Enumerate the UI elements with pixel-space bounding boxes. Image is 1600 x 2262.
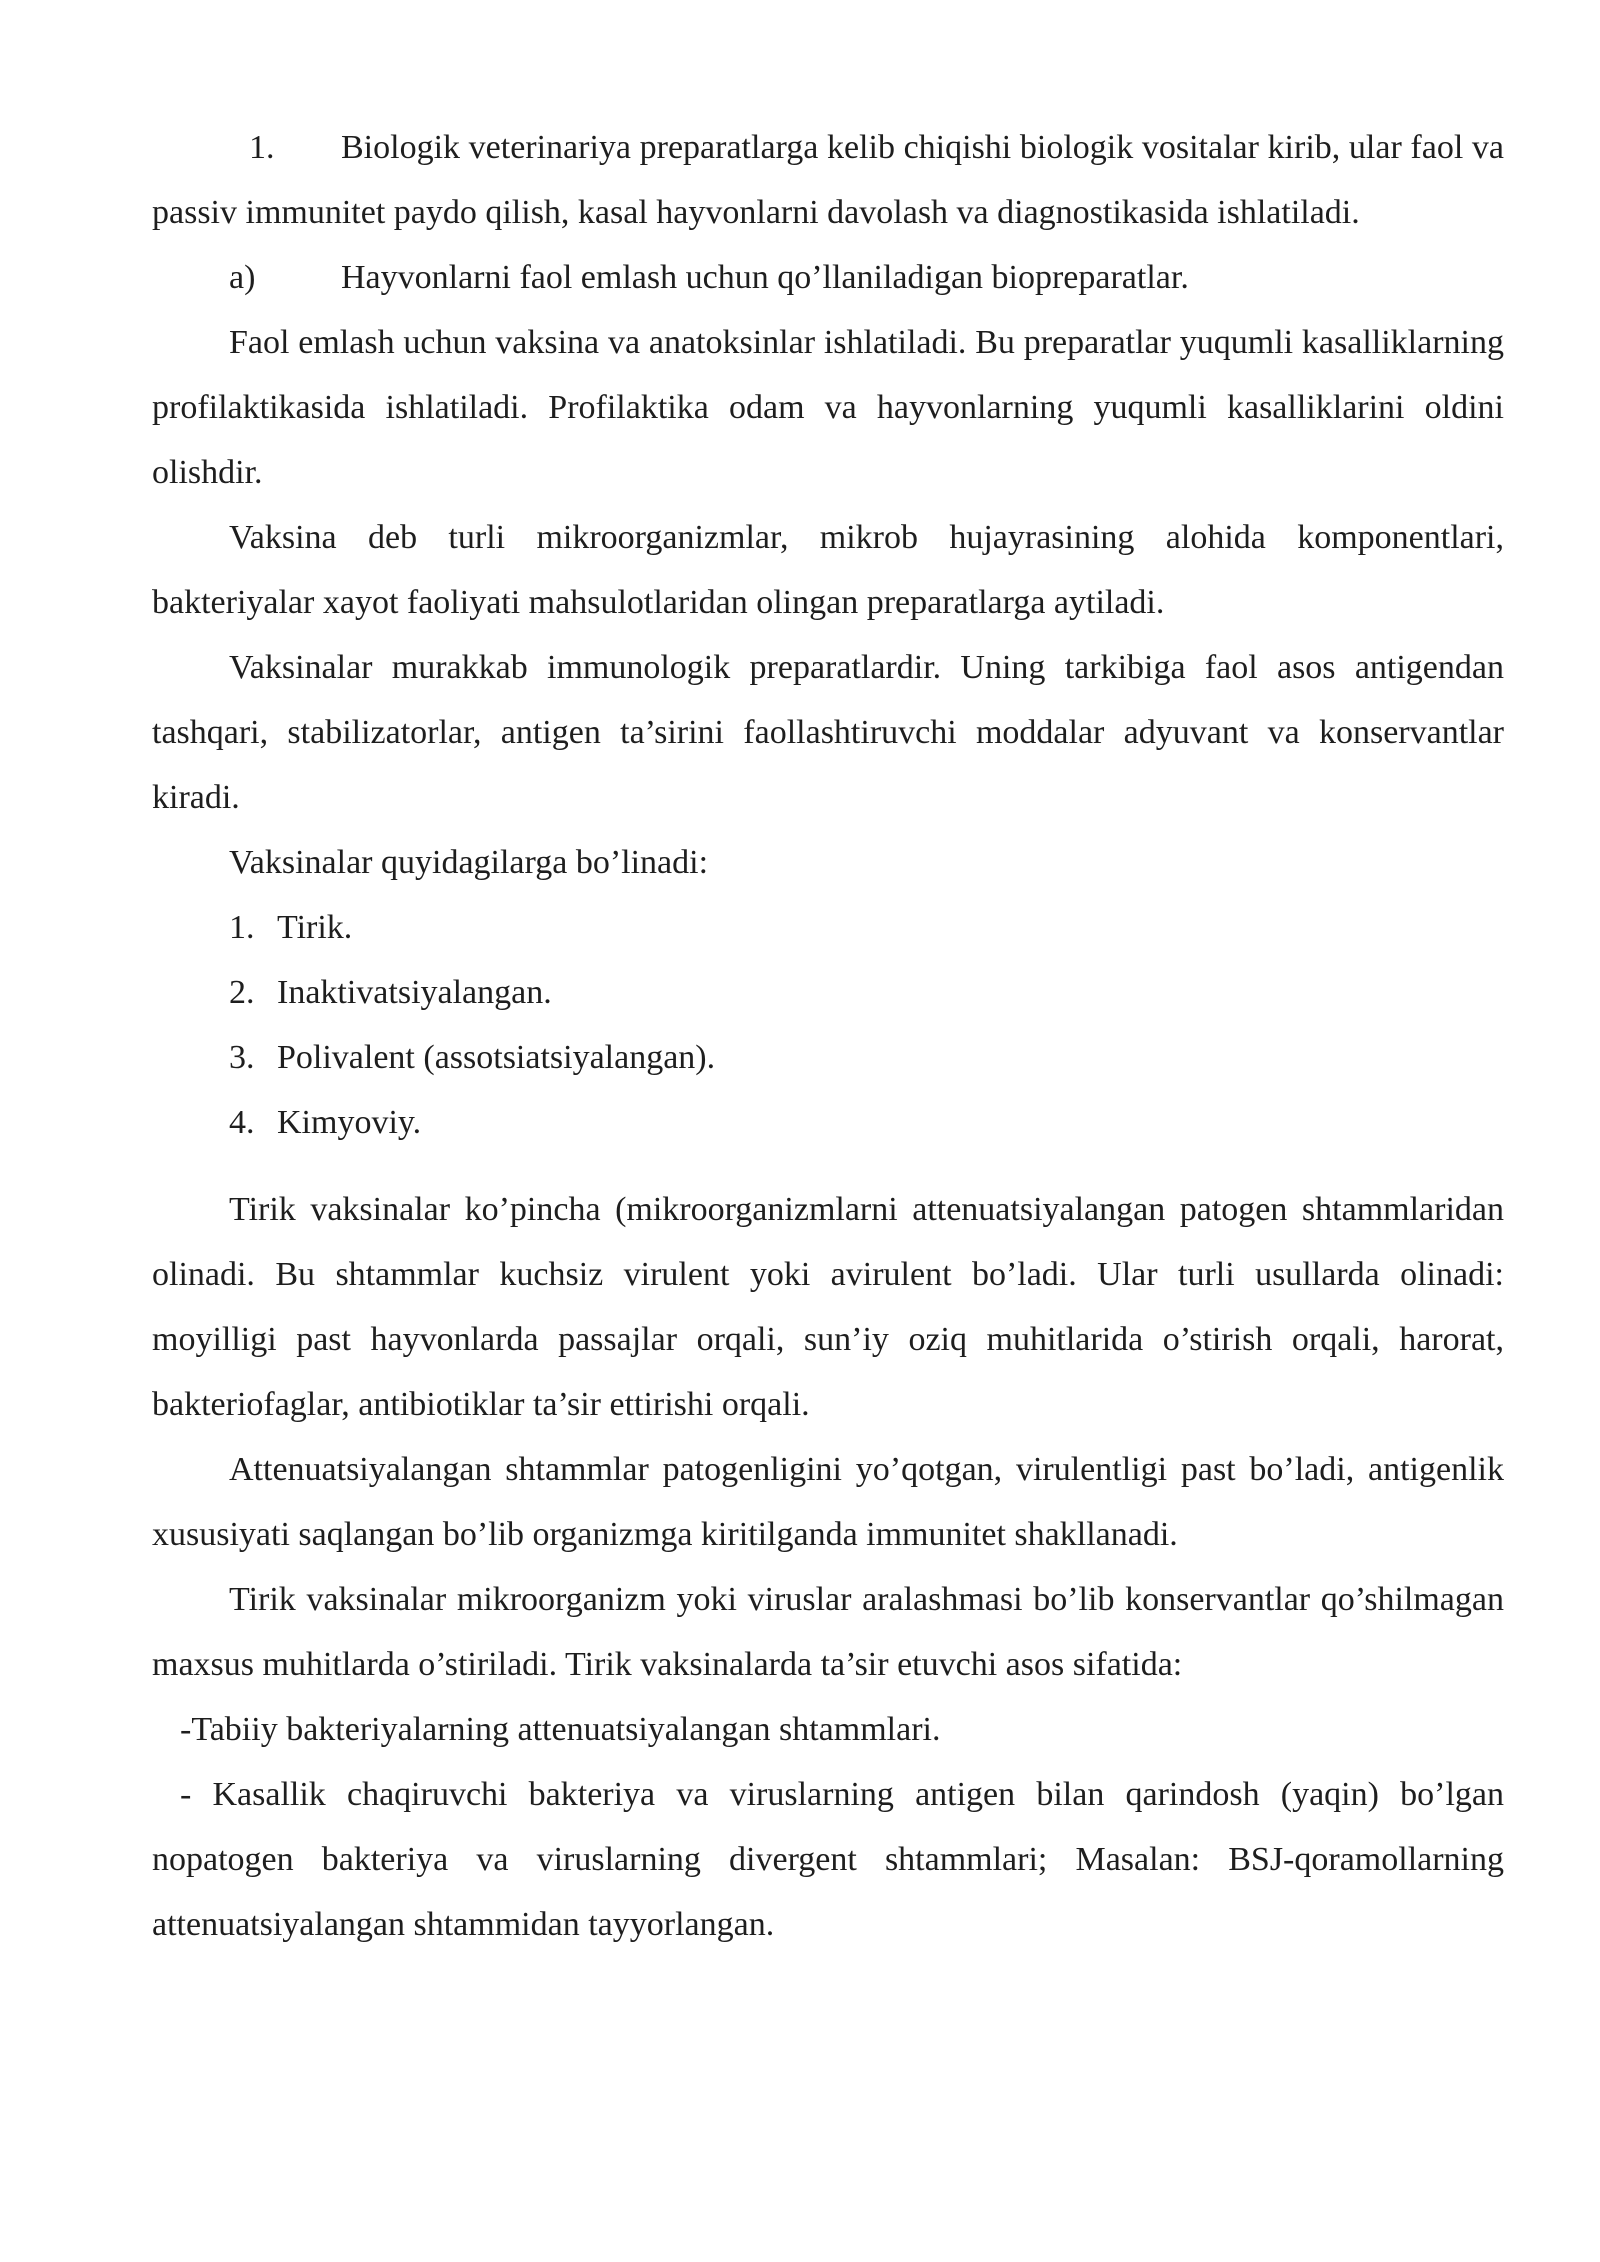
list-item bbox=[152, 895, 1504, 960]
list-item-number: 1. bbox=[229, 909, 255, 946]
sub-item-a bbox=[152, 245, 1504, 310]
list-item-label: Inaktivatsiyalangan. bbox=[277, 974, 552, 1011]
list-item bbox=[152, 1090, 1504, 1155]
list-item-number: 3. bbox=[229, 1039, 255, 1076]
document-page bbox=[152, 115, 1504, 1957]
list-item bbox=[152, 1025, 1504, 1090]
sub-item-text: Hayvonlarni faol emlash uchun qo’llaniladigan biopreparatlar. bbox=[341, 259, 1189, 296]
list-item-number: 2. bbox=[229, 974, 255, 1011]
intro-item-text: Biologik veterinariya preparatlarga kelib chiqishi biologik vositalar kirib, ular faol va passiv immunitet paydo qilish, kasal hayvonlarni davolash va diagnostikasida ishlatiladi. bbox=[152, 129, 1504, 231]
list-item bbox=[152, 960, 1504, 1025]
list-item-label: Polivalent (assotsiatsiyalangan). bbox=[277, 1039, 716, 1076]
intro-item-number: 1. bbox=[249, 129, 275, 166]
list-item-number: 4. bbox=[229, 1104, 255, 1141]
intro-numbered-paragraph bbox=[152, 115, 1504, 245]
paragraph-live-vaccine-cultivation: Tirik vaksinalar mikroorganizm yoki viruslar aralashmasi bo’lib konservantlar qo’shilmagan maxsus muhitlarda o’stiriladi. Tirik vaksinalarda ta’sir etuvchi asos sifatida: bbox=[152, 1581, 1504, 1683]
vaccine-types-list bbox=[152, 895, 1504, 1155]
paragraph-attenuated-strains: Attenuatsiyalangan shtammlar patogenligini yo’qotgan, virulentligi past bo’ladi, antigenlik xususiyati saqlangan bo’lib organizmga kiritilganda immunitet shakllanadi. bbox=[152, 1451, 1504, 1553]
dash-item-natural-strains: -Tabiiy bakteriyalarning attenuatsiyalangan shtammlari. bbox=[180, 1711, 941, 1748]
paragraph-active-immunization: Faol emlash uchun vaksina va anatoksinlar ishlatiladi. Bu preparatlar yuqumli kasalliklarning profilaktikasida ishlatiladi. Profilaktika odam va hayvonlarning yuqumli kasalliklarini oldini olishdir. bbox=[152, 324, 1504, 491]
paragraph-live-vaccines: Tirik vaksinalar ko’pincha (mikroorganizmlarni attenuatsiyalangan patogen shtammlaridan olinadi. Bu shtammlar kuchsiz virulent yoki avirulent bo’ladi. Ular turli usullarda olinadi: moyilligi past hayvonlarda passajlar orqali, sun’iy oziq muhitlarida o’stirish orqali, harorat, bakteriofaglar, antibiotiklar ta’sir ettirishi orqali. bbox=[152, 1191, 1504, 1423]
list-item-label: Kimyoviy. bbox=[277, 1104, 422, 1141]
dash-item-divergent-strains: - Kasallik chaqiruvchi bakteriya va viruslarning antigen bilan qarindosh (yaqin) bo’lgan nopatogen bakteriya va viruslarning divergent shtammlari; Masalan: BSJ-qoramollarning attenuatsiyalangan shtammidan tayyorlangan. bbox=[152, 1776, 1504, 1943]
paragraph-vaccine-types-intro: Vaksinalar quyidagilarga bo’linadi: bbox=[229, 844, 709, 881]
sub-item-marker: a) bbox=[229, 259, 256, 296]
paragraph-vaccine-definition: Vaksina deb turli mikroorganizmlar, mikrob hujayrasining alohida komponentlari, bakteriyalar xayot faoliyati mahsulotlaridan olingan preparatlarga aytiladi. bbox=[152, 519, 1504, 621]
list-item-label: Tirik. bbox=[277, 909, 353, 946]
paragraph-vaccine-composition: Vaksinalar murakkab immunologik preparatlardir. Uning tarkibiga faol asos antigendan tashqari, stabilizatorlar, antigen ta’sirini faollashtiruvchi moddalar adyuvant va konservantlar kiradi. bbox=[152, 649, 1504, 816]
